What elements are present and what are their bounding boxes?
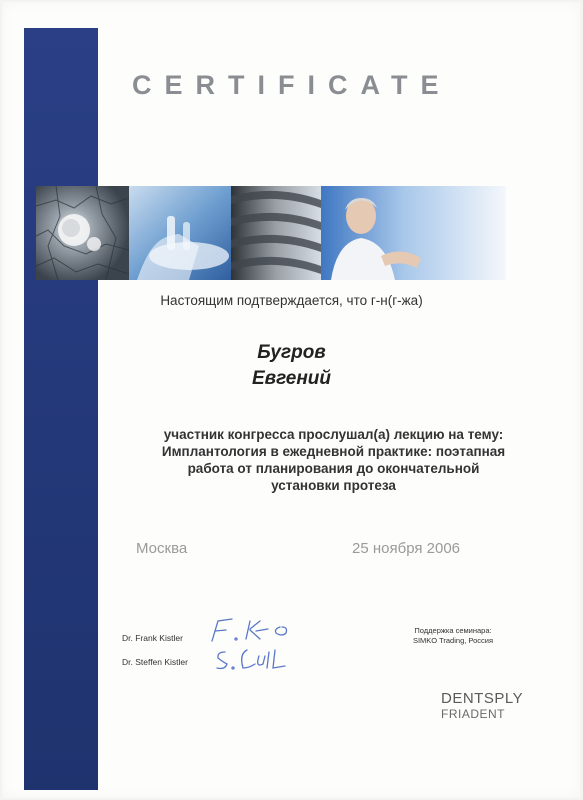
lecture-line: установки протеза	[271, 478, 396, 493]
lecture-line: работа от планирования до окончательной	[187, 461, 480, 476]
dentsply-friadent-logo	[441, 691, 541, 721]
lecture-line: участник конгресса прослушал(а) лекцию на тему:	[163, 427, 504, 442]
doctor-portrait-photo	[321, 186, 506, 280]
seminar-support	[378, 626, 528, 646]
certificate-title: CERTIFICATE	[132, 70, 452, 100]
support-organization: SIMKO Trading, Россия	[412, 636, 494, 645]
city: Москва	[136, 540, 188, 557]
confirmation-text: Настоящим подтверждается, что г-н(г-жа)	[160, 293, 423, 308]
logo-top-text: DENTSPLY	[441, 690, 524, 707]
signature-steffen	[213, 646, 293, 672]
lecture-line: Имплантология в ежедневной практике: поэтапная	[161, 444, 506, 459]
recipient-surname: Бугров	[257, 342, 326, 363]
date: 25 ноября 2006	[352, 540, 461, 557]
lab-research-photo	[129, 186, 231, 280]
signature-frank	[206, 617, 296, 643]
microscope-cells-photo	[36, 186, 129, 280]
implant-thread-photo	[231, 186, 321, 280]
signatory-name: Dr. Frank Kistler	[122, 633, 183, 643]
logo-bottom-text: FRIADENT	[441, 707, 505, 721]
photo-strip	[36, 186, 506, 280]
lecture-description	[126, 426, 541, 494]
recipient-first-name: Евгений	[251, 368, 332, 389]
signatory-name: Dr. Steffen Kistler	[122, 657, 188, 667]
support-label: Поддержка семинара:	[414, 626, 492, 635]
blue-side-band	[24, 28, 98, 790]
